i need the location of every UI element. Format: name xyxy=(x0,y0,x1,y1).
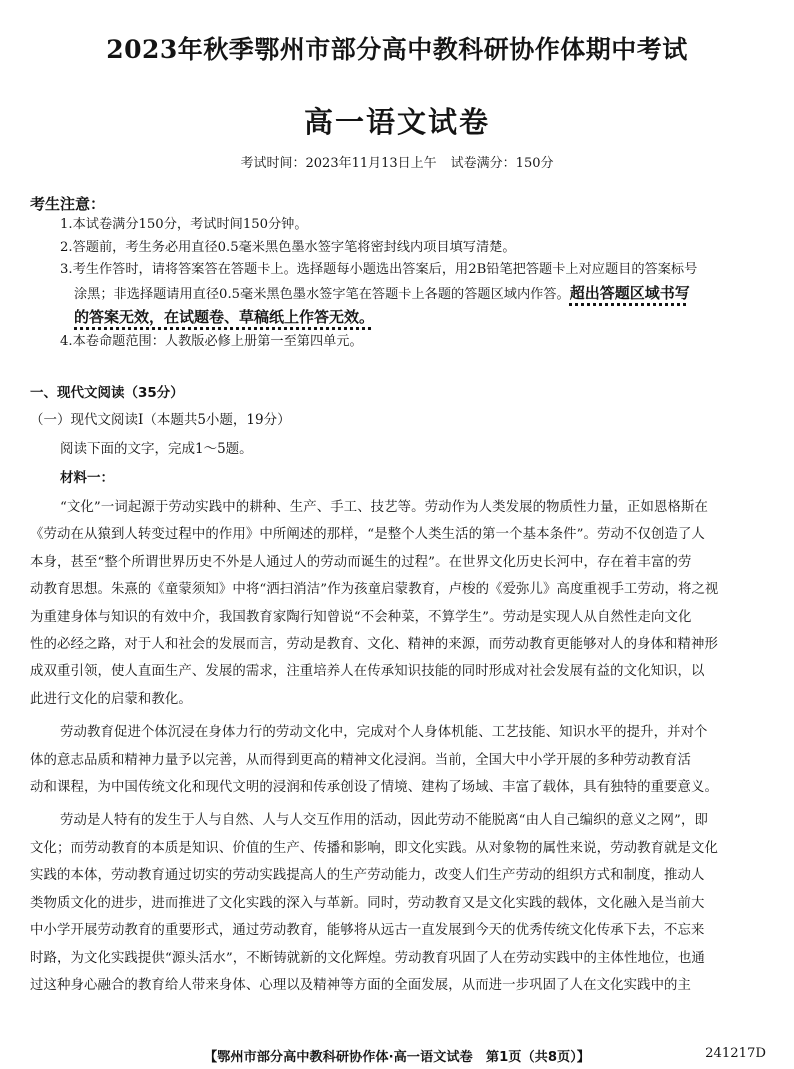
passage-line: 时路，为文化实践提供“源头活水”，不断铸就新的文化辉煌。劳动教育巩固了人在劳动实践中的主体性地位，也通 xyxy=(30,950,705,966)
passage-line: 劳动教育促进个体沉浸在身体力行的劳动文化中，完成对个人身体机能、工艺技能、知识水平的提升，并对个 xyxy=(60,725,708,741)
notice-item-4: 4.本卷命题范围：人教版必修上册第一至第四单元。 xyxy=(60,333,363,349)
material-label: 材料一： xyxy=(60,470,114,486)
exam-subtitle: 高一语文试卷 xyxy=(303,105,490,139)
passage-line: 劳动是人特有的发生于人与自然、人与人交互作用的活动，因此劳动不能脱离“由人自己编织的意义之网”，即 xyxy=(60,813,708,829)
passage-line: 过这种身心融合的教育给人带来身体、心理以及精神等方面的全面发展，从而进一步巩固了人在文化实践中的主 xyxy=(30,977,692,993)
section-heading: 一、现代文阅读（35分） xyxy=(30,385,184,401)
notice-item-3-emphasis-cont: 的答案无效，在试题卷、草稿纸上作答无效。 xyxy=(74,308,375,326)
subsection-heading: （一）现代文阅读Ⅰ（本题共5小题，19分） xyxy=(30,412,291,428)
notice-item-2: 2.答题前，考生务必用直径0.5毫米黑色墨水签字笔将密封线内项目填写清楚。 xyxy=(60,239,516,255)
paper-code: 241217D xyxy=(705,1046,766,1061)
passage-line: 《劳动在从猿到人转变过程中的作用》中所阐述的那样，“是整个人类生活的第一个基本条件”。劳动不仅创造了人 xyxy=(30,527,705,543)
notice-item-3-line1: 3.考生作答时，请将答案答在答题卡上。选择题每小题选出答案后，用2B铅笔把答题卡上对应题目的答案标号 xyxy=(60,262,698,277)
reading-passage xyxy=(30,494,770,999)
full-score: 试卷满分：150分 xyxy=(450,156,554,171)
notice-item-1: 1.本试卷满分150分，考试时间150分钟。 xyxy=(60,217,308,232)
passage-line: 实践的本体，劳动教育通过切实的劳动实践提高人的生产劳动能力，改变人们生产劳动的组织方式和制度，推动人 xyxy=(30,868,705,884)
passage-line: 体的意志品质和精神力量予以完善，从而得到更高的精神文化浸润。当前，全国大中小学开展的多种劳动教育活 xyxy=(30,752,692,768)
passage-line: 动和课程，为中国传统文化和现代文明的浸润和传承创设了情境、建构了场域、丰富了载体，具有独特的重要意义。 xyxy=(30,780,719,796)
notice-list xyxy=(60,214,780,353)
notice-item-3-emphasis: 超出答题区域书写 xyxy=(569,283,690,302)
passage-line: “文化”一词起源于劳动实践中的耕种、生产、手工、技艺等。劳动作为人类发展的物质性力量，正如恩格斯在 xyxy=(60,500,708,515)
exam-info xyxy=(0,152,794,171)
passage-line: 类物质文化的进步，进而推进了文化实践的深入与革新。同时，劳动教育又是文化实践的载体，文化融入是当前大 xyxy=(30,895,705,911)
passage-line: 中小学开展劳动教育的重要形式，通过劳动教育，能够将从远古一直发展到今天的优秀传统文化传承下去，不忘来 xyxy=(30,923,705,939)
notice-item-3-line3 xyxy=(60,306,780,331)
notice-item-3-normal: 涂黑；非选择题请用直径0.5毫米黑色墨水签字笔在答题卡上各题的答题区域内作答。 xyxy=(74,286,570,302)
passage-line: 文化；而劳动教育的本质是知识、价值的生产、传播和影响，即文化实践。从对象物的属性来说，劳动教育就是文化 xyxy=(30,840,719,856)
page-footer: 【鄂州市部分高中教科研协作体·高一语文试卷 第1页（共8页）】 xyxy=(203,1050,590,1065)
passage-line: 成双重引领，使人直面生产、发展的需求，注重培养人在传承知识技能的同时形成对社会发展有益的文化知识，以 xyxy=(30,664,705,680)
passage-line: 本身，甚至“整个所谓世界历史不外是人通过人的劳动而诞生的过程”。在世界文化历史长河中，存在着丰富的劳 xyxy=(30,554,692,570)
passage-line: 动教育思想。朱熹的《童蒙须知》中将“洒扫消洁”作为孩童启蒙教育，卢梭的《爱弥儿》高度重视手工劳动，将之视 xyxy=(30,582,719,598)
exam-time: 考试时间：2023年11月13日上午 xyxy=(240,156,437,171)
passage-line: 性的必经之路，对于人和社会的发展而言，劳动是教育、文化、精神的来源，而劳动教育更能够对人的身体和精神形 xyxy=(30,637,719,653)
notice-item-3-line2 xyxy=(60,282,780,307)
passage-line: 此进行文化的启蒙和教化。 xyxy=(30,691,192,707)
passage-line: 为重建身体与知识的有效中介，我国教育家陶行知曾说“不会种菜，不算学生”。劳动是实现人从自然性走向文化 xyxy=(30,609,692,625)
notice-heading: 考生注意： xyxy=(30,195,106,213)
exam-title: 2023年秋季鄂州市部分高中教科研协作体期中考试 xyxy=(106,35,688,64)
reading-instruction: 阅读下面的文字，完成1～5题。 xyxy=(60,441,253,457)
